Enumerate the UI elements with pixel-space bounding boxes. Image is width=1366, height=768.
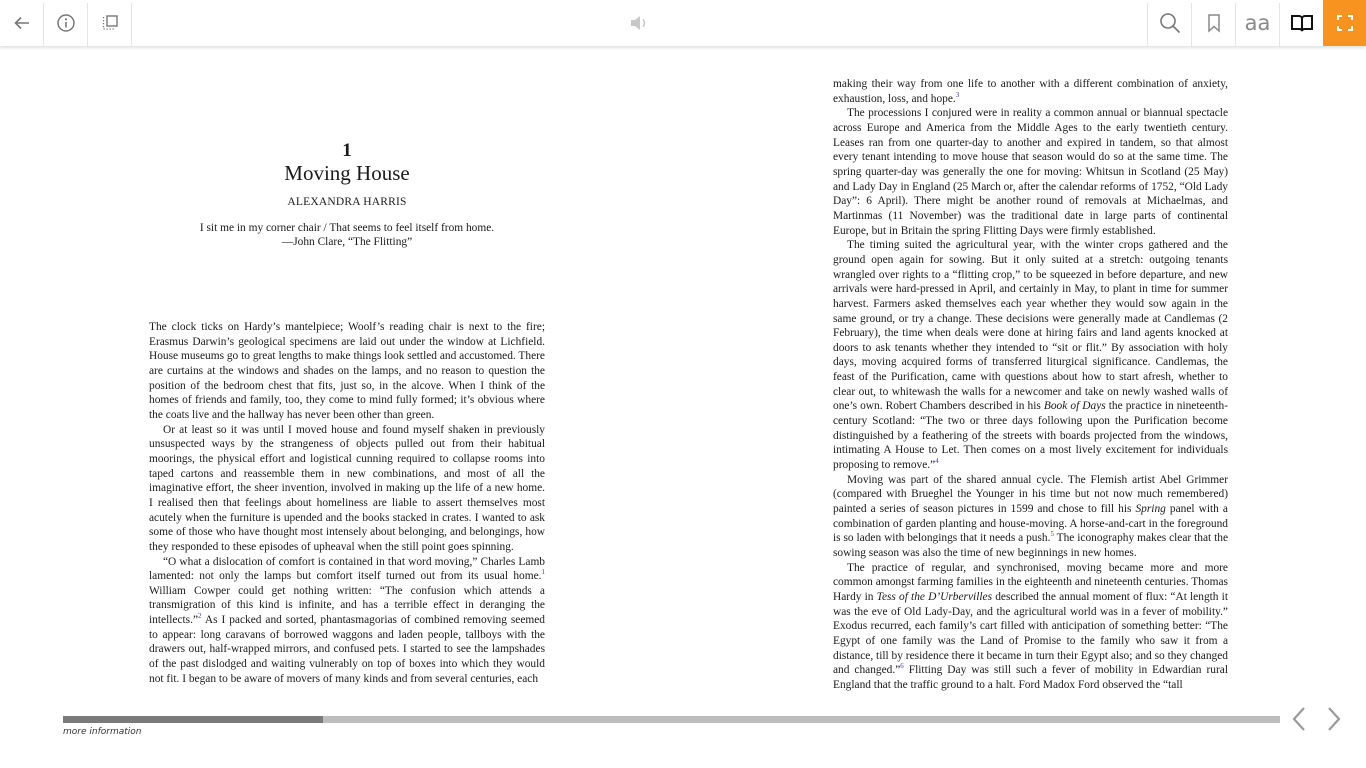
- chapter-title: Moving House: [284, 161, 410, 185]
- chevron-right-icon: [1326, 706, 1342, 732]
- left-page-text: [149, 320, 545, 686]
- bookmark-button[interactable]: [1192, 0, 1235, 46]
- epigraph: [149, 222, 545, 249]
- table-of-contents-button[interactable]: [88, 0, 131, 46]
- table-of-contents-icon: [100, 13, 120, 33]
- paragraph: The practice of regular, and synchronised, moving became more and more common amongst farming families in the eighteenth and nineteenth centuries. Thomas Hardy in Tess of the D’Urbervilles described the annual moment of flux: “At length it was the eve of Old Lady-Day, and the agricultural world was in a fever of mobility.” Exodus recurred, each family’s cart filled with anticipation of something better: “The Egypt of one family was the Land of Promise to the family who saw it from a distance, till by residence there it became in turn their Egypt also; and so they changed and changed.”$^6$ Flitting Day was still such a fever of mobility in Edwardian rural England that the traffic ground to a halt. Ford Madox Ford observed the “tall: [833, 561, 1228, 691]
- search-button[interactable]: [1148, 0, 1191, 46]
- chevron-left-icon: [1291, 706, 1307, 732]
- next-page-button[interactable]: [1322, 704, 1346, 734]
- reading-progress-fill: [63, 716, 323, 723]
- reading-progress-bar[interactable]: [63, 716, 1280, 723]
- paragraph: Moving was part of the shared annual cycle. The Flemish artist Abel Grimmer (compared with Brueghel the Younger in his time but not now much remembered) painted a series of season pictures in 1599 and chose to fill his Spring panel with a combination of garden planting and house-moving. A horse-and-cart in the foreground is so laden with belongings that it needs a push.$^5$ The iconography makes clear that the sowing season was also the time of new beginnings in new homes.: [833, 473, 1229, 559]
- search-icon: [1158, 11, 1182, 35]
- info-icon: [56, 13, 76, 33]
- paragraph: Or at least so it was until I moved house and found myself shaken in previously unsuspected ways by the strangeness of objects pulled out from their habitual moorings, the physical effort and logistical cunning required to collapse rooms into taped cartons and reassemble them in new combinations, and most of all the imaginative effort, the sheer invention, involved in making up the life of a new home. I realised then that feelings about homeliness are liable to assert themselves most acutely when the furniture is upended and the books stacked in crates. I wanted to ask some of those who have thought most intensely about belonging, and belongings, how they responded to these episodes of upheaval when the still point goes spinning.: [149, 423, 545, 553]
- chapter-number: 1: [342, 140, 352, 161]
- epigraph-line: I sit me in my corner chair / That seems to feel itself from home.: [199, 222, 495, 234]
- back-arrow-icon: [12, 13, 32, 33]
- chapter-author: ALEXANDRA HARRIS: [287, 196, 407, 208]
- speaker-icon: [628, 13, 650, 33]
- fullscreen-button[interactable]: [1323, 0, 1366, 46]
- reader-toolbar: [0, 0, 1366, 47]
- footnote-link[interactable]: 5: [1050, 530, 1054, 539]
- fullscreen-icon: [1336, 14, 1354, 32]
- more-information-link[interactable]: more information: [63, 727, 142, 737]
- right-page-text: [833, 77, 1228, 693]
- read-aloud-button[interactable]: [617, 0, 660, 46]
- bookmark-icon: [1206, 13, 1222, 33]
- footnote-link[interactable]: 2: [198, 612, 202, 621]
- book-view-button[interactable]: [1280, 0, 1323, 46]
- paragraph: The timing suited the agricultural year, with the winter crops gathered and the ground open again for sowing. But it only suited at a stretch: outgoing tenants wrangled over rights to a “flitting crop,” to be squeezed in before departure, and new arrivals were hard-pressed in April, and certainly in May, to plant in time for summer harvest. Farmers asked themselves each year whether they would sow again in the same ground, or try a change. These decisions were generally made at Candlemas (2 February), the time when deals were done at hiring fairs and land agents knocked at doors to ask tenants whether they intended to “sit or flit.” By association with holy days, moving acquired forms of transferred liturgical significance. Candlemas, the feast of the Purification, came with questions about how to start afresh, whether to clear out, to whitewash the walls for a newcomer and take on newly washed walls of one’s own. Robert Chambers described in his Book of Days the practice in nineteenth-century Scotland: “The two or three days following upon the Purification become distinguished by a feathering of the streets with boards projected from the windows, intimating A House to Let. Then comes on a most lively excitement for individuals proposing to remove.”$^4$: [833, 239, 1228, 472]
- paragraph: The processions I conjured were in reality a common annual or biannual spectacle across Europe and America from the Middle Ages to the early twentieth century. Leases ran from one quarter-day to another and expired in tandem, so that almost every tenant intending to move house that season would do so at the same time. The spring quarter-day was generally the one for moving: Whitsun in Scotland (25 May) and Lady Day in England (25 March or, after the calendar reforms of 1752, “Old Lady Day”: 6 April). There might be another round of removals at Michaelmas, and Martinmas (11 November) was the traditional date in large parts of continental Europe, but in Britain the spring Flitting Days were firmly established.: [833, 107, 1228, 237]
- footnote-link[interactable]: 6: [900, 662, 904, 671]
- back-button[interactable]: [0, 0, 43, 46]
- info-button[interactable]: [44, 0, 87, 46]
- footnote-link[interactable]: 4: [935, 457, 939, 466]
- footnote-link[interactable]: 1: [541, 568, 545, 577]
- paragraph: “O what a dislocation of comfort is contained in that word moving,” Charles Lamb lamented: not only the lamps but comfort itself turned out from its usual home.$^1$ William Cowper could get nothing written: “The confusion which attends a transmigration of this kind is infinite, and has a terrible effect in deranging the intellects.”$^2$ As I packed and sorted, phantasmagorias of combined removing seemed to appear: long caravans of borrowed waggons and laden people, tallboys with the drawers out, half-wrapped mirrors, and confused pets. I started to see the lampshades of the past dislodged and waiting vulnerably on top of boxes into which they would not fit. I began to be aware of movers of many kinds and from several centuries, each: [149, 555, 545, 685]
- font-size-button[interactable]: [1236, 0, 1279, 46]
- font-size-icon: aa: [1244, 11, 1271, 35]
- previous-page-button[interactable]: [1287, 704, 1311, 734]
- paragraph: The clock ticks on Hardy’s mantelpiece; Woolf’s reading chair is next to the fire; Erasmus Darwin’s geological specimens are laid out under the window at Lichfield. House museums go to great lengths to make things look settled and accustomed. There are curtains at the windows and shades on the lamps, and no reason to question the position of the bedroom chest that fits, just so, in the alcove. When I think of the homes of friends and family, too, they come to mind fully formed; it’s obvious where the coats live and the hallway has never been other than green.: [149, 321, 545, 421]
- book-view-icon: [1290, 13, 1314, 33]
- paragraph: making their way from one life to another with a different combination of anxiety, exhaustion, loss, and hope.$^3$: [833, 78, 1228, 105]
- footnote-link[interactable]: 3: [955, 90, 960, 99]
- epigraph-attribution: —John Clare, “The Flitting”: [281, 235, 413, 248]
